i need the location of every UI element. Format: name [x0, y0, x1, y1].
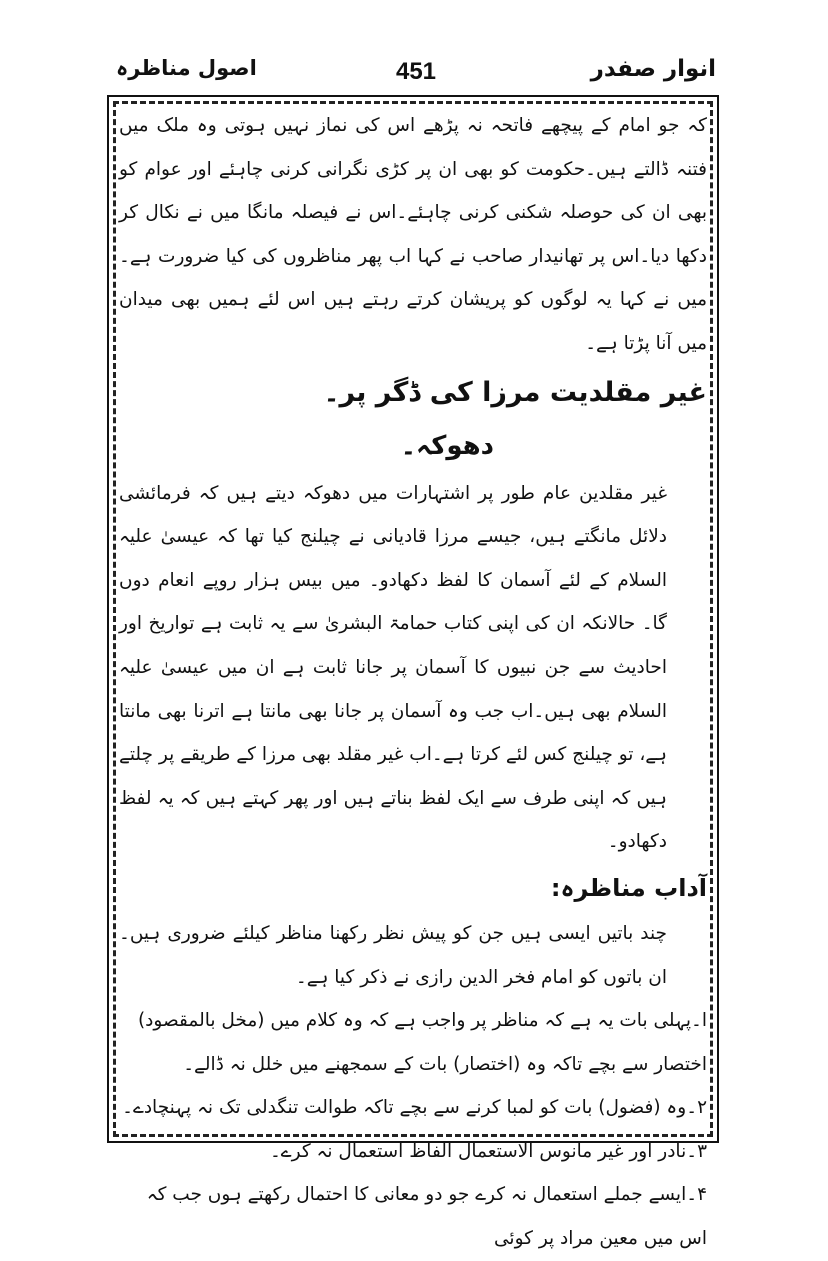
paragraph-1: کہ جو امام کے پیچھے فاتحہ نہ پڑھے اس کی نماز نہیں ہوتی وہ ملک میں فتنہ ڈالتے ہیں۔حکومت کو بھی ان پر کڑی نگرانی کرنی چاہئے اور عوام کو بھی ان کی حوصلہ شکنی کرنی چاہئے۔اس نے فیصلہ مانگا میں نے نکال کر دکھا دیا۔اس پر تھانیدار صاحب نے کہا اب پھر مناظروں کی کیا ضرورت ہے۔ میں نے کہا یہ لوگوں کو پریشان کرتے رہتے ہیں اس لئے ہمیں بھی میدان میں آنا پڑتا ہے۔	[119, 115, 707, 354]
rule-item-4: ۴۔ایسے جملے استعمال نہ کرے جو دو معانی کا احتمال رکھتے ہوں جب کہ اس میں معین مراد پر کوئی	[146, 1184, 707, 1250]
running-header	[110, 54, 722, 94]
book-title: انوار صفدر	[590, 56, 716, 82]
page-number: 451	[395, 58, 437, 85]
section-heading-ghair-muqallidiyat: غیر مقلدیت مرزا کی ڈگر پر۔	[323, 376, 707, 408]
section-heading-adab-munazra: آداب مناظرہ:	[550, 873, 707, 902]
paragraph-3: چند باتیں ایسی ہیں جن کو پیش نظر رکھنا مناظر کیلئے ضروری ہیں۔ان باتوں کو امام فخر الدین رازی نے ذکر کیا ہے۔	[119, 922, 667, 988]
paragraph-2: غیر مقلدین عام طور پر اشتہارات میں دھوکہ دیتے ہیں کہ فرمائشی دلائل مانگتے ہیں، جیسے مرزا قادیانی نے چیلنج کیا تھا کہ عیسیٰ علیہ السلام کے لئے آسمان کا لفظ دکھادو۔ میں بیس ہزار روپے انعام دوں گا۔ حالانکہ ان کی اپنی کتاب حمامۃ البشریٰ سے یہ ثابت ہے تواریخ اور احادیث سے جن نبیوں کا آسمان پر جانا ثابت ہے ان میں عیسیٰ علیہ السلام بھی ہیں۔اب جب وہ آسمان پر جانا بھی مانتا ہے اترنا بھی مانتا ہے، تو چیلنج کس لئے کرتا ہے۔اب غیر مقلد بھی مرزا کے طریقے پر چلتے ہیں کہ اپنی طرف سے ایک لفظ بناتے ہیں اور پھر کہتے ہیں کہ یہ لفظ دکھادو۔	[119, 482, 667, 853]
section-heading-dhoka: دھوکہ۔	[400, 430, 494, 461]
rule-item-2: ۲۔وہ (فضول) بات کو لمبا کرنے سے بچے تاکہ طوالت تنگدلی تک نہ پہنچادے۔	[122, 1097, 707, 1119]
page-body	[117, 104, 709, 1250]
rule-item-3: ۳۔نادر اور غیر مانوس الاستعمال الفاظ استعمال نہ کرے۔	[269, 1140, 707, 1162]
chapter-title: اصول مناظرہ	[116, 56, 257, 80]
rule-item-1: ا۔پہلی بات یہ ہے کہ مناظر پر واجب ہے کہ وہ کلام میں (مخل بالمقصود) اختصار سے بچے تاکہ وہ (اختصار) بات کے سمجھنے میں خلل نہ ڈالے۔	[137, 1010, 707, 1075]
